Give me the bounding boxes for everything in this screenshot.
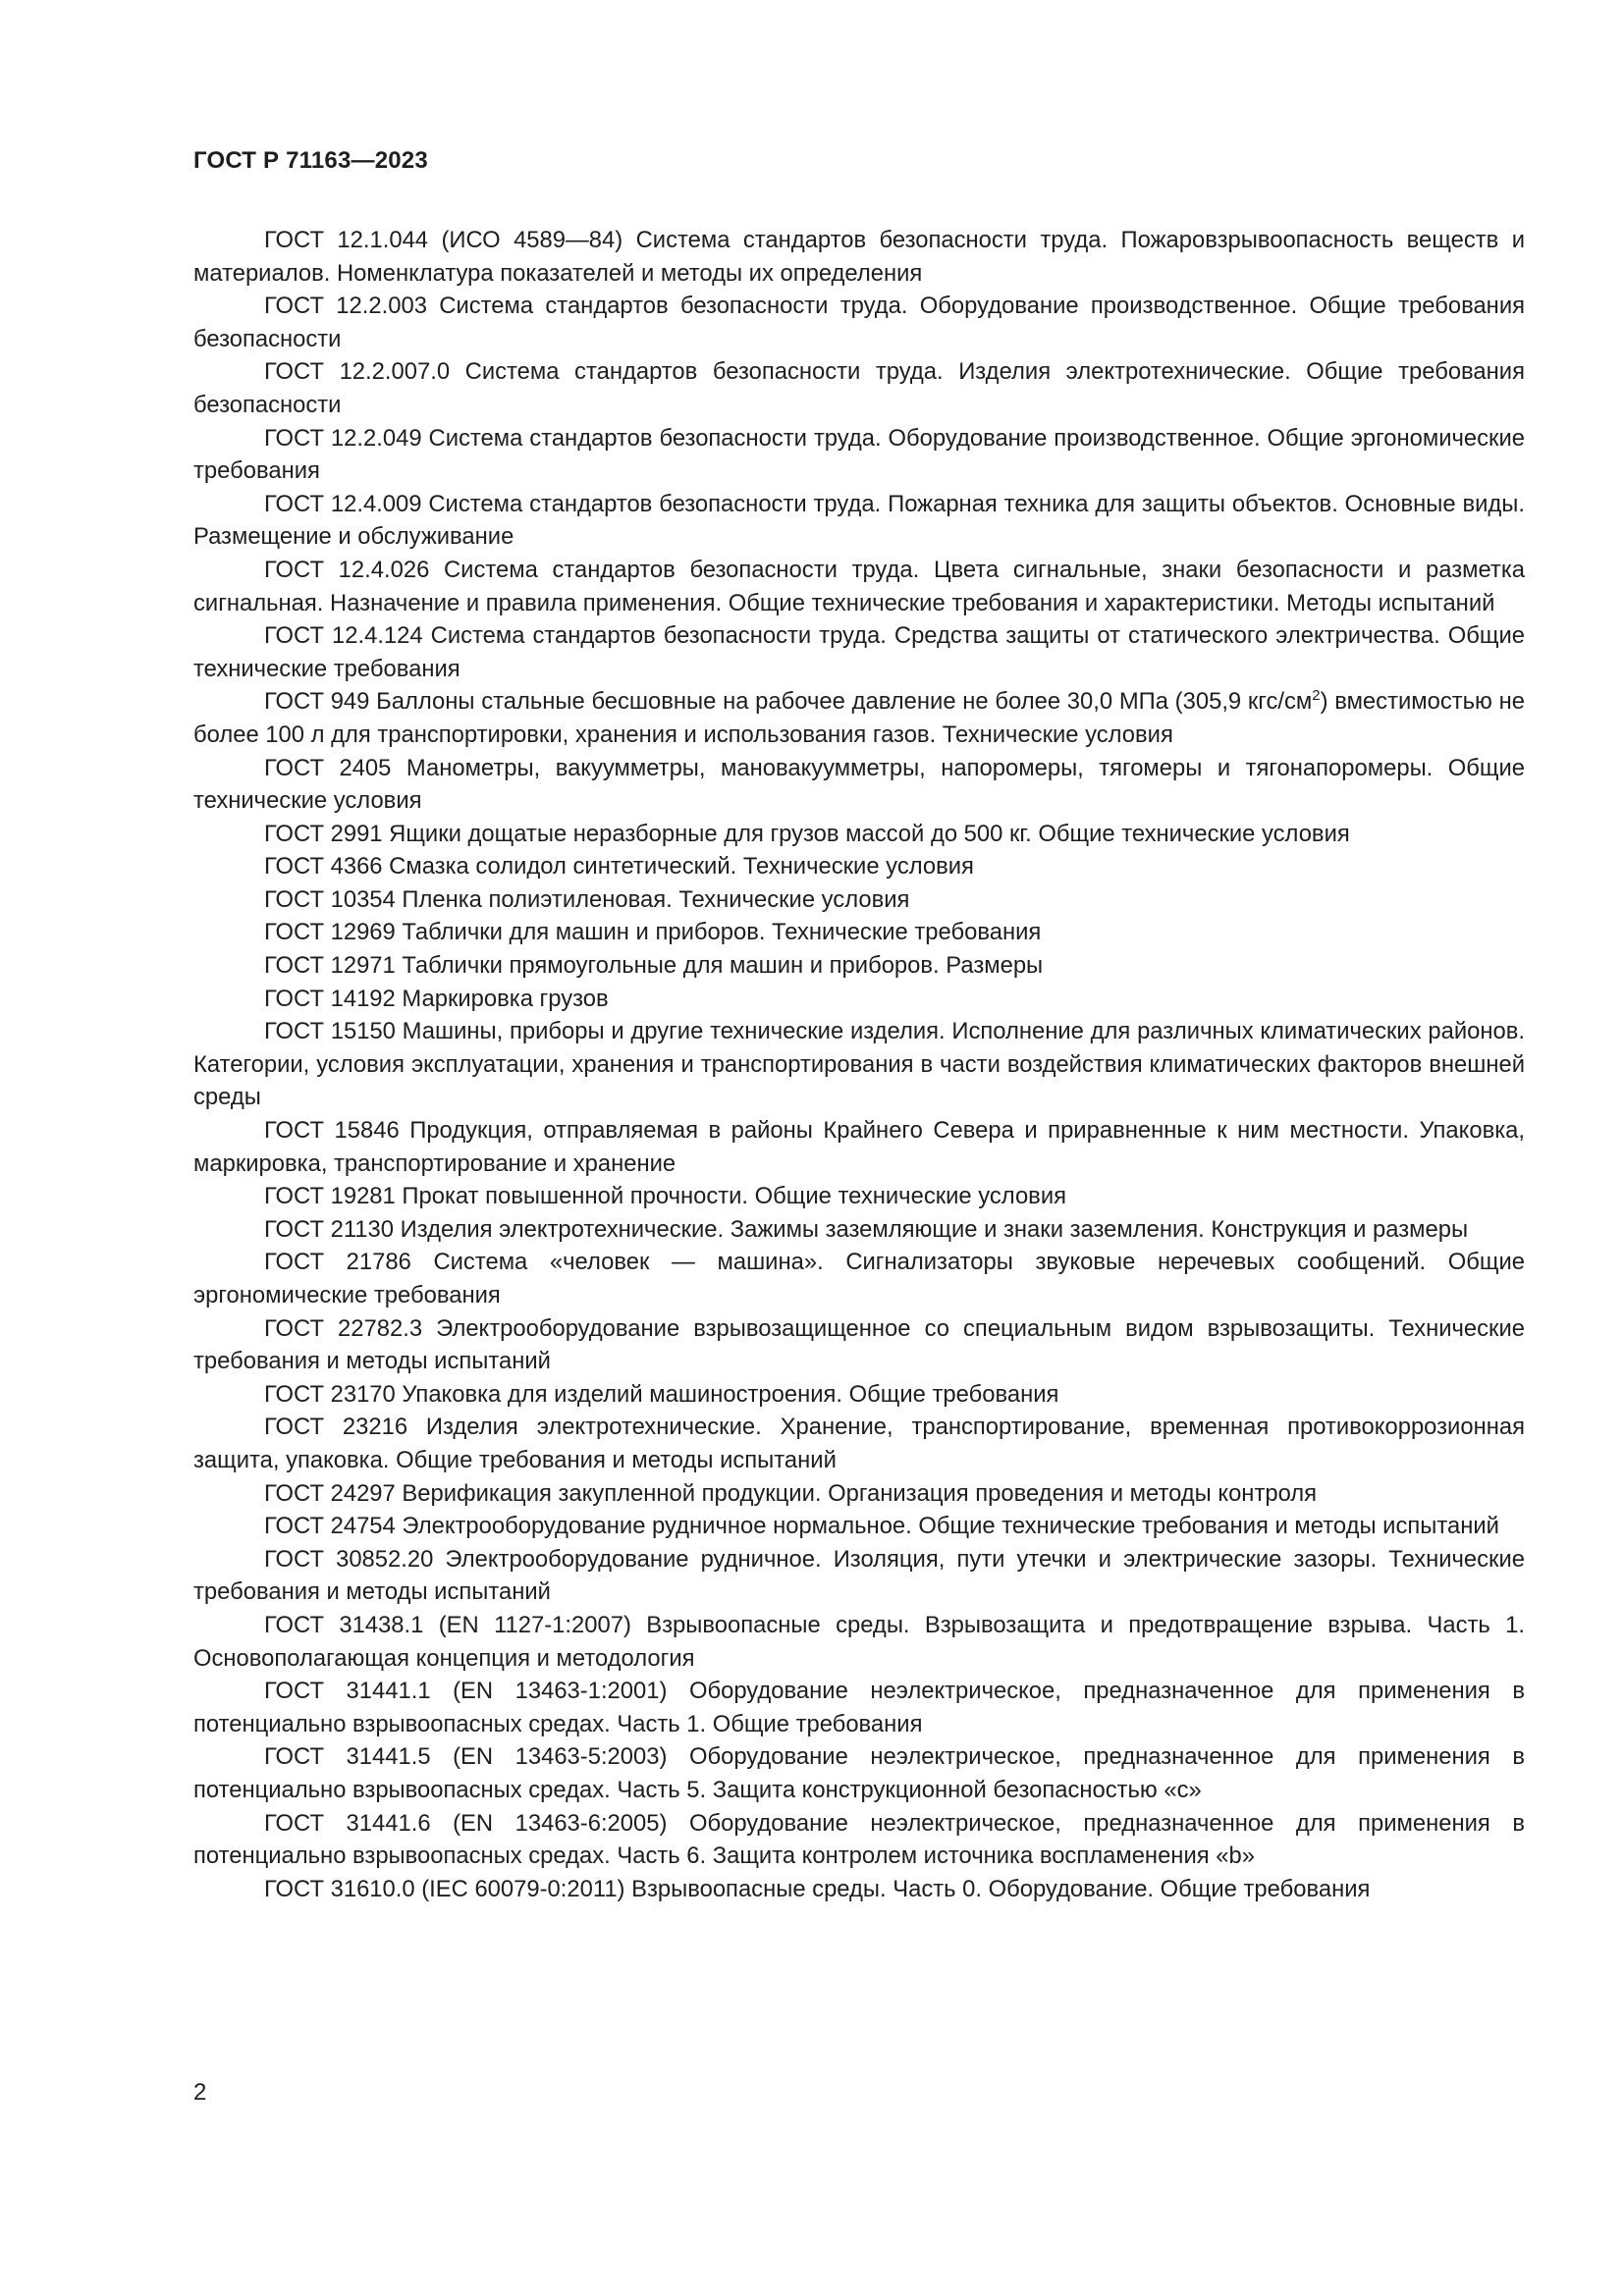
reference-item: ГОСТ 31438.1 (EN 1127-1:2007) Взрывоопасные среды. Взрывозащита и предотвращение взрыва. Часть 1. Основополагающая концепция и методология [193,1611,1525,1672]
reference-item: ГОСТ 12.2.049 Система стандартов безопасности труда. Оборудование производственное. Общие эргономические требования [193,424,1525,485]
reference-item: ГОСТ 31441.6 (EN 13463-6:2005) Оборудование неэлектрическое, предназначенное для применения в потенциально взрывоопасных средах. Часть 6. Защита контролем источника воспламенения «b» [193,1809,1525,1870]
reference-item: ГОСТ 19281 Прокат повышенной прочности. Общие технические условия [264,1183,1067,1210]
page-number: 2 [193,2079,207,2106]
reference-item: ГОСТ 24754 Электрооборудование рудничное нормальное. Общие технические требования и методы испытаний [264,1513,1499,1540]
reference-item: ГОСТ 31441.5 (EN 13463-5:2003) Оборудование неэлектрическое, предназначенное для применения в потенциально взрывоопасных средах. Часть 5. Защита конструкционной безопасностью «с» [193,1743,1525,1803]
reference-item: ГОСТ 14192 Маркировка грузов [264,985,609,1012]
reference-item: ГОСТ 21786 Система «человек — машина». Сигнализаторы звуковые неречевых сообщений. Общие эргономические требования [193,1249,1525,1308]
reference-item: ГОСТ 30852.20 Электрооборудование рудничное. Изоляция, пути утечки и электрические зазоры. Технические требования и методы испытаний [193,1545,1525,1606]
reference-item: ГОСТ 12.4.009 Система стандартов безопасности труда. Пожарная техника для защиты объектов. Основные виды. Размещение и обслуживание [193,490,1525,551]
document-header: ГОСТ Р 71163—2023 [193,147,428,174]
reference-item: ГОСТ 12969 Таблички для машин и приборов. Технические требования [264,919,1042,946]
reference-item: ГОСТ 12.2.007.0 Система стандартов безопасности труда. Изделия электротехнические. Общие требования безопасности [193,358,1525,418]
reference-text-before: ГОСТ 949 Баллоны стальные бесшовные на рабочее давление не более 30,0 МПа (305,9 кгс/см [264,688,1313,716]
reference-item: ГОСТ 12.4.026 Система стандартов безопасности труда. Цвета сигнальные, знаки безопасности и разметка сигнальная. Назначение и правила применения. Общие технические требования и характеристики. Методы испытаний [193,556,1525,616]
reference-text-after: ) вместимостью не более 100 л для транспортировки, хранения и использования газов. Технические условия [193,688,1525,748]
reference-item: ГОСТ 22782.3 Электрооборудование взрывозащищенное со специальным видом взрывозащиты. Технические требования и методы испытаний [193,1314,1525,1375]
reference-item: ГОСТ 12.2.003 Система стандартов безопасности труда. Оборудование производственное. Общие требования безопасности [193,293,1525,352]
reference-item: ГОСТ 2405 Манометры, вакуумметры, мановакуумметры, напоромеры, тягомеры и тягонапоромеры. Общие технические условия [193,754,1525,815]
reference-item: ГОСТ 24297 Верификация закупленной продукции. Организация проведения и методы контроля [264,1479,1318,1507]
reference-item: ГОСТ 2991 Ящики дощатые неразборные для грузов массой до 500 кг. Общие технические условия [264,820,1350,847]
reference-item: ГОСТ 10354 Пленка полиэтиленовая. Технические условия [264,885,910,913]
reference-item: ГОСТ 4366 Смазка солидол синтетический. Технические условия [264,853,974,881]
reference-item: ГОСТ 12971 Таблички прямоугольные для машин и приборов. Размеры [264,952,1044,980]
superscript: 2 [1312,687,1321,705]
reference-item: ГОСТ 23170 Упаковка для изделий машиностроения. Общие требования [264,1380,1059,1408]
reference-item: ГОСТ 15846 Продукция, отправляемая в районы Крайнего Севера и приравненные к ним местности. Упаковка, маркировка, транспортирование и хранение [193,1117,1525,1177]
reference-item: ГОСТ 23216 Изделия электротехнические. Хранение, транспортирование, временная противокоррозионная защита, упаковка. Общие требования и методы испытаний [193,1414,1525,1473]
reference-item [193,685,1525,751]
reference-item: ГОСТ 12.1.044 (ИСО 4589—84) Система стандартов безопасности труда. Пожаровзрывоопасность веществ и материалов. Номенклатура показателей и методы их определения [193,227,1525,287]
reference-item: ГОСТ 31610.0 (IEC 60079-0:2011) Взрывоопасные среды. Часть 0. Оборудование. Общие требования [264,1875,1371,1902]
reference-item: ГОСТ 31441.1 (EN 13463-1:2001) Оборудование неэлектрическое, предназначенное для применения в потенциально взрывоопасных средах. Часть 1. Общие требования [193,1678,1525,1737]
reference-item: ГОСТ 12.4.124 Система стандартов безопасности труда. Средства защиты от статического электричества. Общие технические требования [193,622,1525,682]
reference-item: ГОСТ 15150 Машины, приборы и другие технические изделия. Исполнение для различных климатических районов. Категории, условия эксплуатации, хранения и транспортирования в части воздействия климатических факторов внешней среды [193,1018,1525,1111]
normative-references-list [193,224,1525,1905]
reference-item: ГОСТ 21130 Изделия электротехнические. Зажимы заземляющие и знаки заземления. Конструкция и размеры [264,1215,1469,1243]
